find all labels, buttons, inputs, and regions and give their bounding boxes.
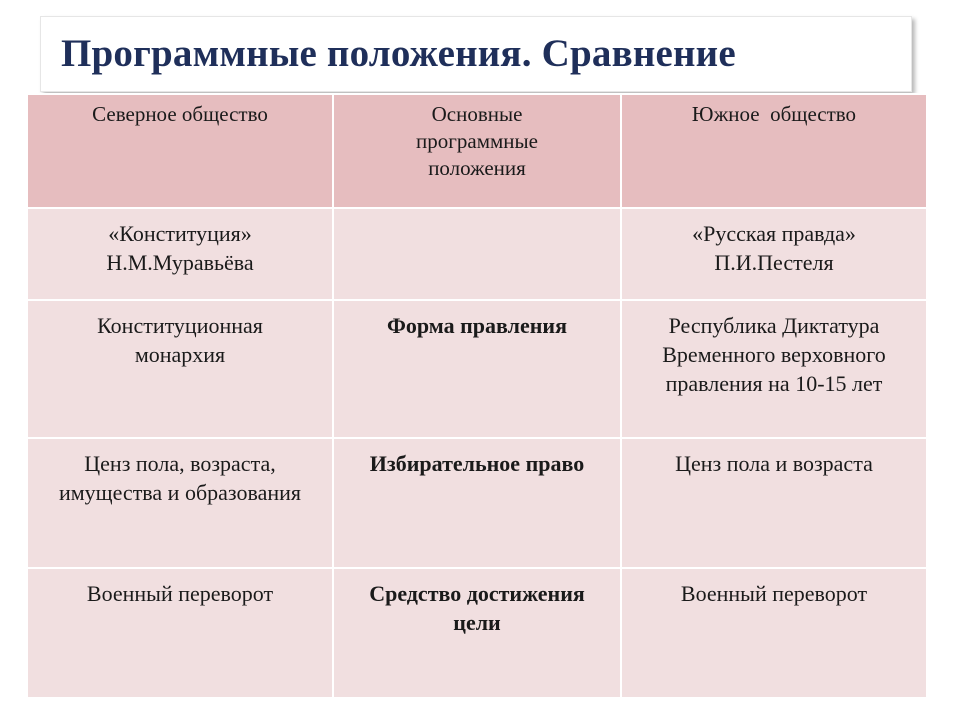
title-box: [40, 16, 912, 92]
cell-north: [27, 568, 333, 698]
cell-main-text: Избирательное право: [369, 451, 585, 476]
header-north-label: Северное общество: [92, 102, 268, 126]
comparison-table: [26, 93, 928, 699]
cell-south-text: Ценз пола и возраста: [675, 451, 873, 476]
table-row: [27, 208, 927, 300]
table-row: [27, 568, 927, 698]
cell-north: [27, 208, 333, 300]
cell-north-text: Конституционная монархия: [97, 313, 263, 367]
cell-south: [621, 208, 927, 300]
table-header-row: [27, 94, 927, 208]
header-main-provisions: [333, 94, 621, 208]
table-row: [27, 438, 927, 568]
cell-main-text: Средство достижения цели: [369, 581, 585, 635]
cell-main: [333, 300, 621, 438]
cell-north: [27, 300, 333, 438]
cell-main: [333, 438, 621, 568]
cell-south: [621, 300, 927, 438]
cell-south: [621, 438, 927, 568]
cell-north-text: Военный переворот: [86, 581, 274, 606]
cell-main: [333, 568, 621, 698]
cell-south-text: Военный переворот: [680, 581, 868, 606]
header-south-label: Южное общество: [691, 102, 857, 126]
cell-north: [27, 438, 333, 568]
header-south-society: [621, 94, 927, 208]
page-title: Программные положения. Сравнение: [61, 32, 736, 75]
header-main-label: Основные программные положения: [416, 102, 538, 180]
cell-south-text: «Русская правда» П.И.Пестеля: [692, 221, 856, 275]
cell-main-text: Форма правления: [387, 313, 567, 338]
header-north-society: [27, 94, 333, 208]
cell-south: [621, 568, 927, 698]
cell-main: [333, 208, 621, 300]
cell-north-text: Ценз пола, возраста, имущества и образования: [58, 451, 301, 505]
cell-south-text: Республика Диктатура Временного верховного правления на 10-15 лет: [662, 313, 886, 396]
cell-north-text: «Конституция» Н.М.Муравьёва: [106, 221, 254, 275]
table-row: [27, 300, 927, 438]
